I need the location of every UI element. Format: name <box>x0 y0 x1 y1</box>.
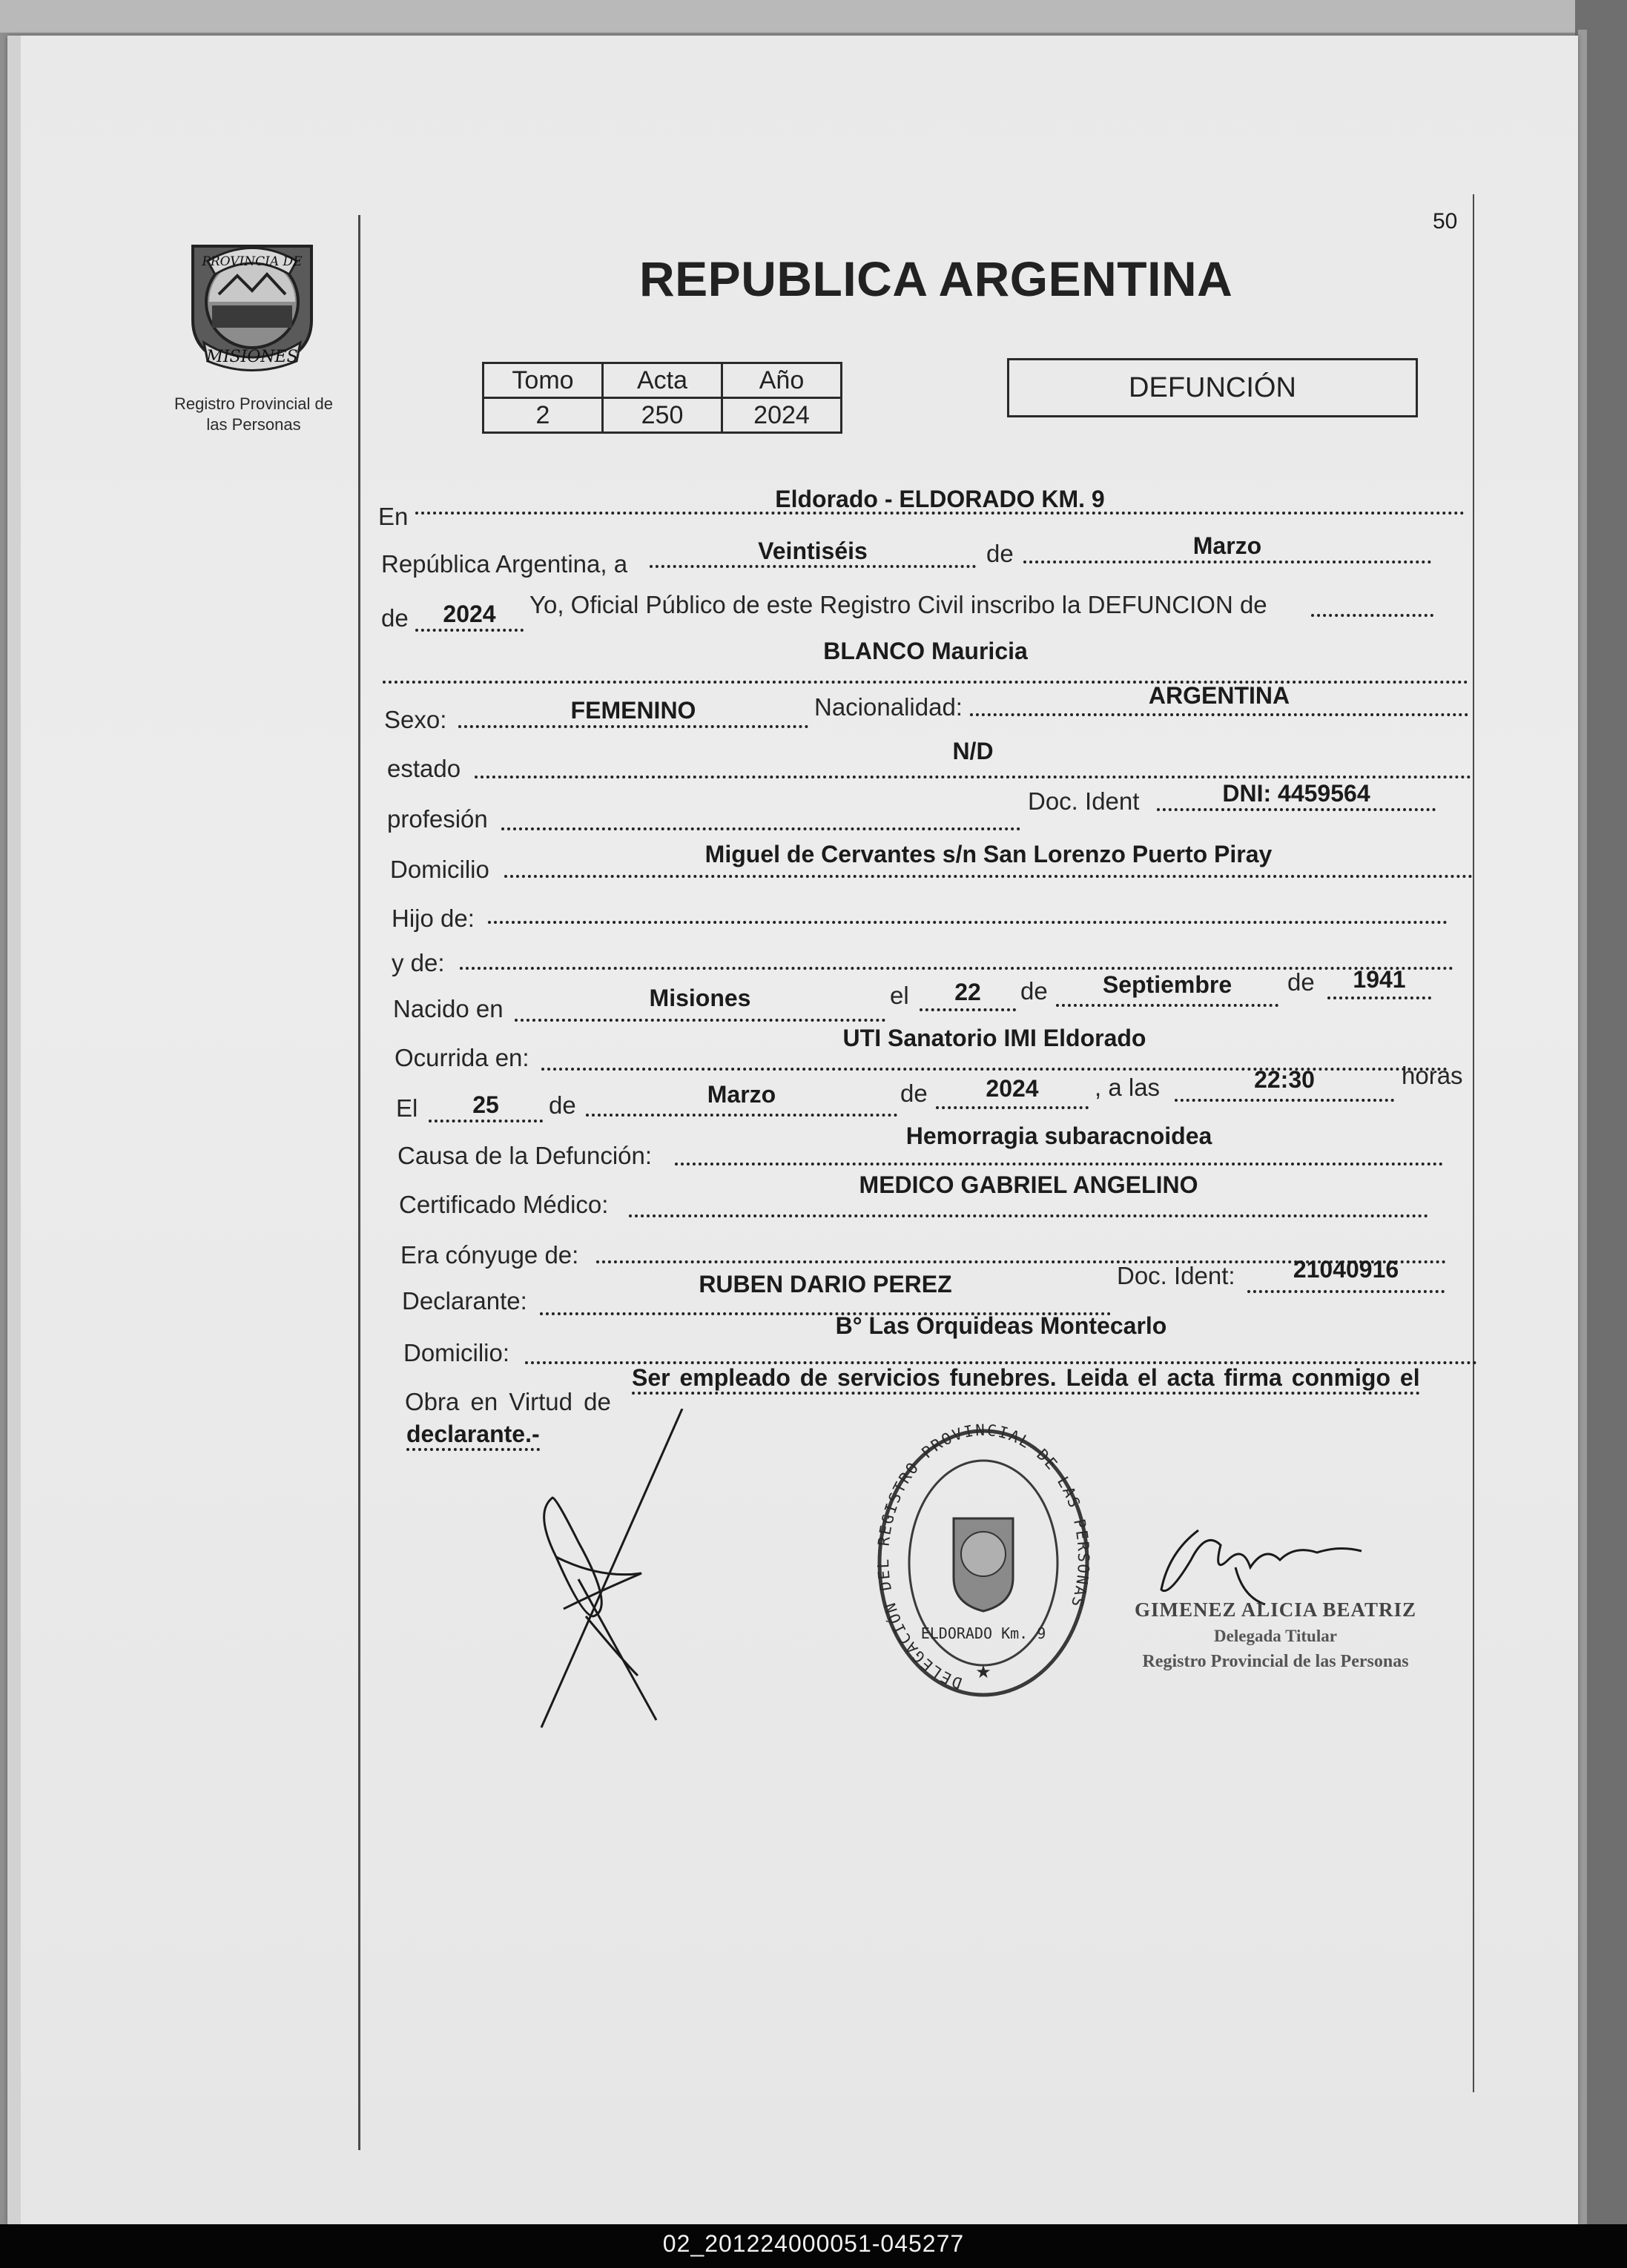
field-nac-anio: 1941 <box>1353 966 1406 993</box>
label-en: En <box>378 503 409 530</box>
field-sexo: FEMENINO <box>570 697 696 724</box>
field-nombre: BLANCO Mauricia <box>823 638 1028 664</box>
stamp-ring-text: DELEGACIÓN DEL REGISTRO PROVINCIAL DE LAS PERSONAS <box>874 1422 1093 1693</box>
field-domicilio: Miguel de Cervantes s/n San Lorenzo Puerto Piray <box>704 841 1273 867</box>
label-inscribo: Yo, Oficial Público de este Registro Civil inscribo la DEFUNCION de <box>529 591 1267 618</box>
field-estado: N/D <box>952 738 994 764</box>
field-def-anio: 2024 <box>986 1075 1039 1102</box>
registrar-role: Delegada Titular <box>1214 1627 1337 1645</box>
logo-caption <box>159 394 349 435</box>
field-obra-line1: Ser empleado de servicios funebres. Leida el acta firma conmigo el <box>632 1364 1420 1395</box>
right-margin-line <box>1473 194 1474 2092</box>
document-type: DEFUNCIÓN <box>1129 372 1296 403</box>
label-nac-de2: de <box>1287 968 1315 996</box>
province-coat-of-arms <box>178 231 326 376</box>
label-obra-en-virtud: Obra en Virtud de <box>405 1388 611 1415</box>
label-el2: El <box>396 1094 418 1122</box>
label-sexo: Sexo: <box>384 706 447 733</box>
field-ocurrida-en: UTI Sanatorio IMI Eldorado <box>842 1025 1146 1051</box>
label-horas: horas <box>1402 1062 1463 1089</box>
header-anio: Año <box>722 363 842 398</box>
label-decl-doc: Doc. Ident: <box>1117 1262 1235 1289</box>
field-lugar: Eldorado - ELDORADO KM. 9 <box>775 486 1105 512</box>
field-nac-dia: 22 <box>954 979 981 1005</box>
header-acta: Acta <box>603 363 722 398</box>
value-acta: 250 <box>603 398 722 433</box>
label-nacionalidad: Nacionalidad: <box>814 693 963 721</box>
label-ocurrida-en: Ocurrida en: <box>395 1044 529 1071</box>
label-a-las: , a las <box>1095 1074 1161 1101</box>
registrar-name: GIMENEZ ALICIA BEATRIZ <box>1134 1598 1417 1621</box>
record-number-table <box>482 362 842 434</box>
scan-edge <box>1578 30 1587 2224</box>
field-nacionalidad: ARGENTINA <box>1148 682 1290 709</box>
scan-background-top <box>0 0 1627 33</box>
stamp-inner-text: ELDORADO Km. 9 <box>920 1624 1046 1642</box>
label-de-anio: de <box>381 604 409 632</box>
field-nacido-en: Misiones <box>649 985 751 1011</box>
logo-caption-line2: las Personas <box>206 415 301 434</box>
scan-footer-code: 02_201224000051-045277 <box>662 2230 965 2257</box>
field-causa: Hemorragia subaracnoidea <box>905 1123 1212 1149</box>
left-margin-line <box>358 215 360 2150</box>
field-anio: 2024 <box>443 601 496 627</box>
value-anio: 2024 <box>722 398 842 433</box>
field-def-mes: Marzo <box>707 1081 776 1108</box>
field-obra-line2: declarante.- <box>406 1421 540 1451</box>
field-decl-doc: 21040916 <box>1293 1256 1399 1283</box>
label-nac-de: de <box>1020 977 1048 1005</box>
label-causa: Causa de la Defunción: <box>397 1142 653 1169</box>
star-icon: ★ <box>975 1662 991 1682</box>
field-dia: Veintiséis <box>758 538 868 564</box>
label-el: el <box>890 982 909 1009</box>
label-nacido-en: Nacido en <box>393 995 504 1022</box>
label-conyuge: Era cónyuge de: <box>400 1241 579 1269</box>
label-profesion: profesión <box>387 805 488 833</box>
label-domicilio: Domicilio <box>390 856 489 883</box>
field-certificado: MEDICO GABRIEL ANGELINO <box>859 1171 1198 1198</box>
label-doc-ident: Doc. Ident <box>1028 787 1140 815</box>
label-decl-domicilio: Domicilio: <box>403 1339 510 1366</box>
label-hijo-de: Hijo de: <box>392 905 475 932</box>
label-republica: República Argentina, a <box>381 550 628 578</box>
page-number: 50 <box>1433 209 1458 234</box>
registrar-office: Registro Provincial de las Personas <box>1142 1652 1409 1671</box>
label-certificado: Certificado Médico: <box>399 1191 609 1218</box>
seal-top-text: PROVINCIA DE <box>202 254 303 269</box>
label-de: de <box>986 540 1014 567</box>
field-dni: DNI: 4459564 <box>1222 780 1370 807</box>
field-nac-mes: Septiembre <box>1102 971 1232 998</box>
label-def-de: de <box>549 1091 576 1119</box>
field-decl-domicilio: B° Las Orquideas Montecarlo <box>835 1312 1167 1339</box>
field-def-dia: 25 <box>472 1091 499 1118</box>
declarant-signature <box>512 1409 704 1739</box>
field-declarante: RUBEN DARIO PEREZ <box>699 1271 952 1297</box>
label-declarante: Declarante: <box>402 1287 527 1315</box>
field-mes: Marzo <box>1192 532 1262 559</box>
header-tomo: Tomo <box>484 363 603 398</box>
value-tomo: 2 <box>484 398 603 433</box>
seal-bottom-text: MISIONES <box>206 348 298 366</box>
official-stamp <box>872 1422 1095 1707</box>
label-def-de2: de <box>900 1080 928 1107</box>
document-type-box <box>1007 358 1418 417</box>
label-estado: estado <box>387 755 461 782</box>
page-title: REPUBLICA ARGENTINA <box>639 251 1233 306</box>
field-hora: 22:30 <box>1254 1066 1315 1093</box>
label-y-de: y de: <box>392 949 445 976</box>
logo-caption-line1: Registro Provincial de <box>174 394 333 413</box>
